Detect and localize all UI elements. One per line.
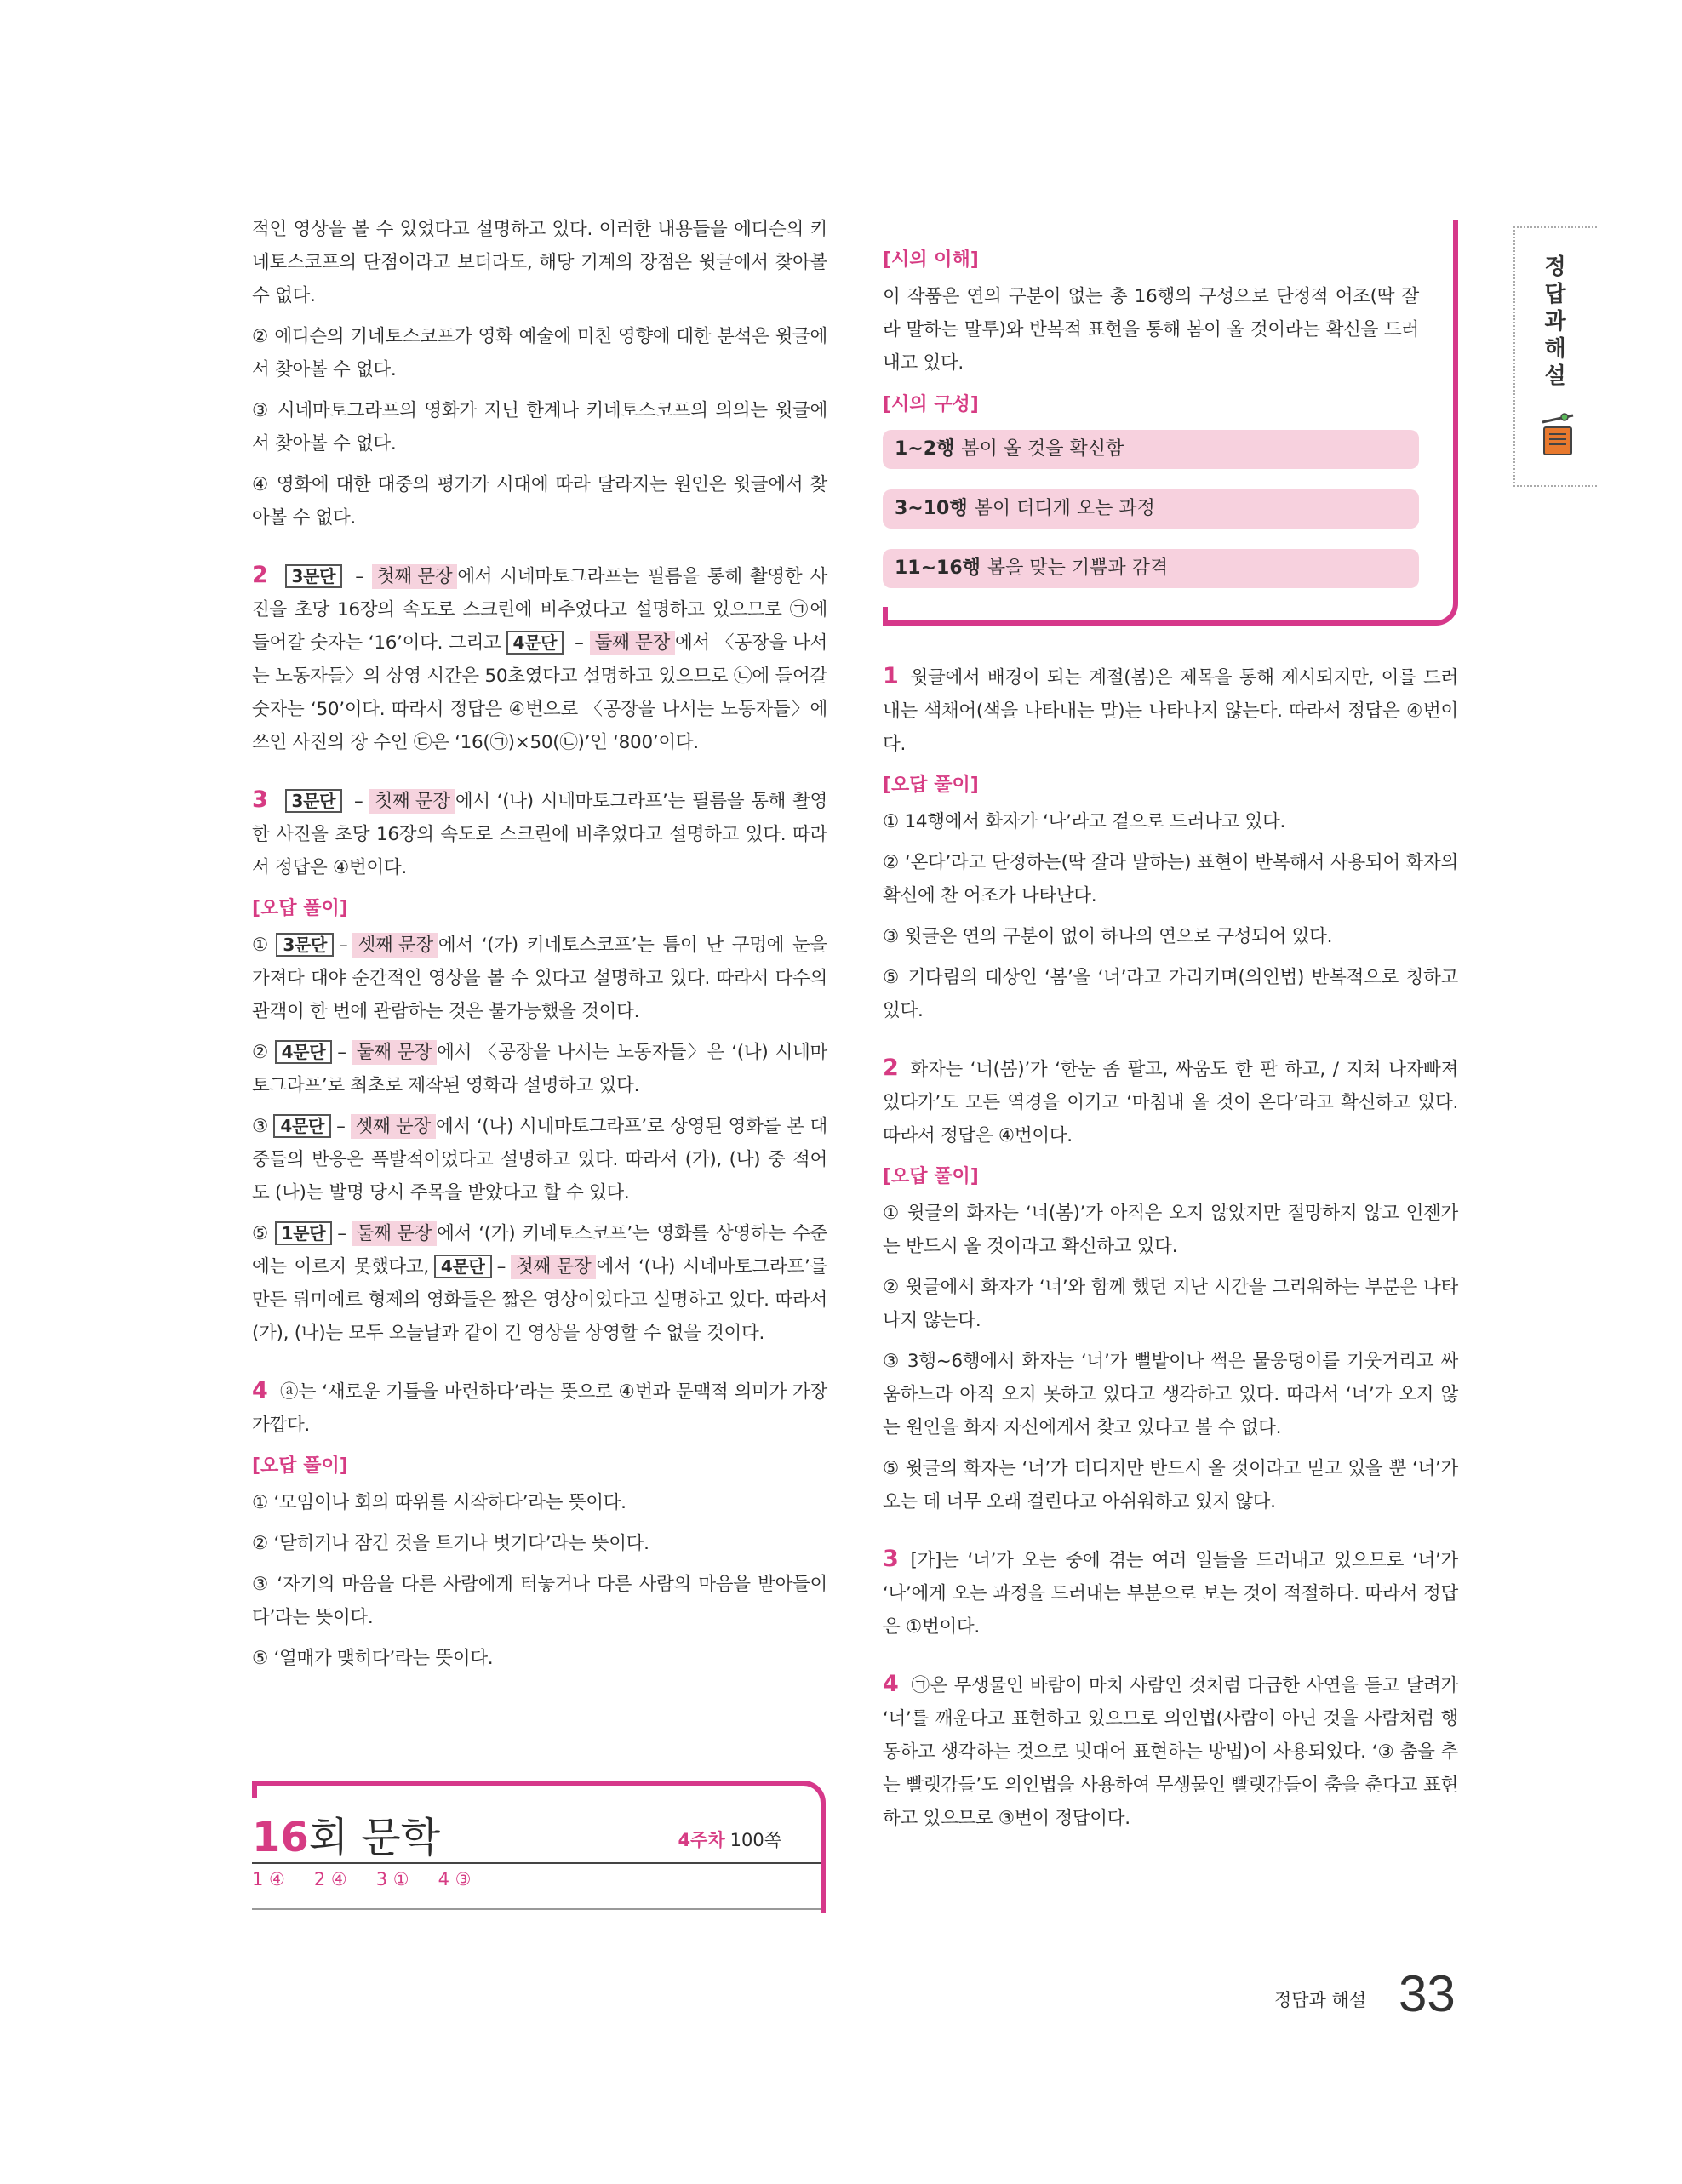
book-icon [1539, 410, 1576, 461]
question-2-text [252, 558, 827, 759]
right-column [883, 220, 1458, 1843]
sentence-tag: 셋째 문장 [351, 1114, 436, 1139]
wrong-answer-item: ⑤ 기다림의 대상인 ‘봄’을 ‘너’라고 가리키며(의인법) 반복적으로 칭하고 있다. [883, 967, 1458, 1021]
side-tab-label: 정답과해설 [1544, 254, 1566, 389]
question-number: 4 [252, 1377, 268, 1404]
paragraph-tag: 3문단 [285, 564, 343, 588]
explanation-text: 에서 〈공장을 나서는 노동자들〉의 상영 시간은 50초였다고 설명하고 있으므로 ㉡에 들어갈 숫자는 ‘50’이다. 따라서 정답은 ④번으로 〈공장을 나서는 노동자들〉에 쓰인 사진의 장 수인 ㉢은 ‘16(㉠)×50(㉡)’인 ‘800’이다. [252, 632, 827, 753]
wrong-answer-item: ② 4문단 – 둘째 문장 에서 〈공장을 나서는 노동자들〉은 ‘(나) 시네마토그라프’로 최초로 제작된 영화라 설명하고 있다. [252, 1042, 827, 1096]
wrong-answer-label: [오답 풀이] [252, 898, 348, 919]
sentence-tag: 둘째 문장 [590, 631, 675, 655]
question-3-explanation [252, 783, 827, 1350]
section-side-tab [1513, 226, 1597, 487]
question-3-explanation [883, 1542, 1458, 1644]
answer-item: 3 ① [375, 1869, 409, 1890]
sentence-tag: 둘째 문장 [352, 1221, 437, 1246]
paragraph-tag: 3문단 [276, 933, 334, 957]
intro-item-2: ② 에디슨의 키네토스코프가 영화 예술에 미친 영향에 대한 분석은 윗글에서 찾아볼 수 없다. [252, 326, 827, 380]
wrong-answer-item: ② 윗글에서 화자가 ‘너’와 함께 했던 지난 시간을 그리워하는 부분은 나타나지 않는다. [883, 1277, 1458, 1331]
explanation-text: [가]는 ‘너’가 오는 중에 겪는 여러 일들을 드러내고 있으므로 ‘너’가 ‘나’에게 오는 과정을 드러내는 부분으로 보는 것이 적절하다. 따라서 정답은 ①번이다. [883, 1550, 1458, 1638]
question-number: 3 [883, 1546, 899, 1572]
wrong-answer-label: [오답 풀이] [883, 1166, 979, 1187]
wrong-answer-label: [오답 풀이] [883, 775, 979, 796]
item-marker: ② [252, 1042, 270, 1063]
question-number: 3 [252, 786, 268, 813]
question-4-text [883, 1667, 1458, 1835]
question-2-explanation [883, 1051, 1458, 1518]
question-1-text [883, 660, 1458, 761]
question-4-text [252, 1374, 827, 1442]
sentence-tag: 첫째 문장 [369, 789, 455, 814]
structure-lines: 1~2행 [895, 438, 955, 460]
sentence-tag: 첫째 문장 [372, 564, 457, 589]
left-column [252, 213, 827, 1683]
wrong-answer-item: ⑤ 윗글의 화자는 ‘너’가 더디지만 반드시 올 것이라고 믿고 있을 뿐 ‘너’가 오는 데 너무 오래 걸린다고 아쉬워하고 있지 않다. [883, 1458, 1458, 1512]
answer-item: 2 ④ [313, 1869, 347, 1890]
item-text: 에서 ‘(가) 키네토스코프’는 틈이 난 구멍에 눈을 가져다 대야 순간적인 영상을 볼 수 있다고 설명하고 있다. 따라서 다수의 관객이 한 번에 관람하는 것은 불가능했을 것이다. [252, 935, 827, 1022]
paragraph-tag: 1문단 [275, 1221, 333, 1245]
intro-item-3: ③ 시네마토그라프의 영화가 지닌 한계나 키네토스코프의 의의는 윗글에서 찾아볼 수 없다. [252, 400, 827, 455]
answer-item: 4 ③ [438, 1869, 472, 1890]
wrong-answer-item: ⑤ 1문단 – 둘째 문장 에서 ‘(가) 키네토스코프’는 영화를 상영하는 수준에는 이르지 못했다고, 4문단 – 첫째 문장 에서 ‘(나) 시네마토그라프’를 만든 뤼미에르 형제의 영화들은 짧은 영상이었다고 설명하고 있다. 따라서 (가), (나)는 모두 오늘날과 같이 긴 영상을 상영할 수 없을 것이다. [252, 1223, 827, 1344]
lesson-number: 16 [252, 1814, 309, 1861]
wrong-answer-item: ① 윗글의 화자는 ‘너(봄)’가 아직은 오지 않았지만 절망하지 않고 언젠가는 반드시 올 것이라고 확신하고 있다. [883, 1203, 1458, 1257]
poem-understanding-text: 이 작품은 연의 구분이 없는 총 16행의 구성으로 단정적 어조(딱 잘라 말하는 말투)와 반복적 표현을 통해 봄이 올 것이라는 확신을 드러내고 있다. [883, 286, 1419, 374]
paragraph-tag: 3문단 [285, 789, 343, 813]
question-number: 1 [883, 663, 899, 689]
divider [252, 1862, 821, 1864]
sentence-tag: 첫째 문장 [511, 1255, 596, 1279]
structure-item [883, 549, 1419, 588]
item-marker: ③ [252, 1116, 269, 1137]
explanation-text: 에서 ‘(나) 시네마토그라프’는 필름을 통해 촬영한 사진을 초당 16장의 속도로 스크린에 비추었다고 설명하고 있다. 따라서 정답은 ④번이다. [252, 791, 827, 878]
wrong-answer-item: ③ ‘자기의 마음을 다른 사람에게 터놓거나 다른 사람의 마음을 받아들이다’라는 뜻이다. [252, 1574, 827, 1628]
question-number: 4 [883, 1671, 899, 1697]
footer-label: 정답과 해설 [1274, 1990, 1367, 2010]
item-marker: ① [252, 935, 272, 956]
paragraph-tag: 4문단 [434, 1255, 492, 1278]
answer-key-box [252, 1781, 826, 1913]
question-2-explanation [252, 558, 827, 759]
explanation-text: 윗글에서 배경이 되는 계절(봄)은 제목을 통해 제시되지만, 이를 드러내는 색채어(색을 나타내는 말)는 나타나지 않는다. 따라서 정답은 ④번이다. [883, 667, 1458, 755]
item-text: 에서 〈공장을 나서는 노동자들〉은 ‘(나) 시네마토그라프’로 최초로 제작된 영화라 설명하고 있다. [252, 1042, 827, 1096]
wrong-answer-item: ⑤ ‘열매가 맺히다’라는 뜻이다. [252, 1648, 494, 1669]
page-label: 100쪽 [729, 1830, 781, 1850]
wrong-answer-item: ② ‘닫히거나 잠긴 것을 트거나 벗기다’라는 뜻이다. [252, 1533, 649, 1554]
dash: – [347, 566, 372, 587]
wrong-answer-label: [오답 풀이] [252, 1455, 348, 1477]
structure-item [883, 489, 1419, 529]
page-reference [678, 1827, 781, 1852]
structure-lines: 11~16행 [895, 557, 981, 579]
wrong-answer-item: ① 3문단 – 셋째 문장 에서 ‘(가) 키네토스코프’는 틈이 난 구멍에 눈을 가져다 대야 순간적인 영상을 볼 수 있다고 설명하고 있다. 따라서 다수의 관객이 한 번에 관람하는 것은 불가능했을 것이다. [252, 935, 827, 1022]
lesson-title: 회 문학 [308, 1814, 441, 1861]
question-1-explanation [883, 660, 1458, 1027]
question-4-explanation [883, 1667, 1458, 1835]
dash: – [569, 632, 590, 654]
page-number: 33 [1399, 1965, 1456, 2022]
answer-item: 1 ④ [252, 1869, 285, 1890]
sentence-tag: 둘째 문장 [352, 1040, 437, 1065]
explanation-text: 화자는 ‘너(봄)’가 ‘한눈 좀 팔고, 싸움도 한 판 하고, / 지쳐 나자빠져 있다가’도 모든 역경을 이기고 ‘마침내 올 것이 온다’라고 확신하고 있다. 따라서 정답은 ④번이다. [883, 1059, 1458, 1146]
question-number: 2 [252, 562, 268, 588]
item-text: 에서 ‘(나) 시네마토그라프’를 만든 뤼미에르 형제의 영화들은 짧은 영상이었다고 설명하고 있다. 따라서 (가), (나)는 모두 오늘날과 같이 긴 영상을 상영할 수 없을 것이다. [252, 1256, 827, 1344]
poem-structure-label: [시의 구성] [883, 394, 979, 415]
week-label: 4주차 [678, 1830, 725, 1850]
intro-item-4: ④ 영화에 대한 대중의 평가가 시대에 따라 달라지는 원인은 윗글에서 찾아볼 수 없다. [252, 474, 827, 529]
structure-lines: 3~10행 [895, 498, 968, 519]
wrong-answer-item: ① ‘모임이나 회의 따위를 시작하다’라는 뜻이다. [252, 1492, 626, 1513]
wrong-answer-item: ③ 4문단 – 셋째 문장 에서 ‘(나) 시네마토그라프’로 상영된 영화를 본 대중들의 반응은 폭발적이었다고 설명하고 있다. 따라서 (가), (나) 중 적어도 (나)는 발명 당시 주목을 받았다고 할 수 있다. [252, 1116, 827, 1203]
structure-desc: 봄이 올 것을 확신함 [961, 438, 1124, 460]
structure-desc: 봄이 더디게 오는 과정 [974, 498, 1155, 519]
question-3-text [883, 1542, 1458, 1644]
item-marker: ⑤ [252, 1223, 270, 1244]
explanation-text: ㉠은 무생물인 바람이 마치 사람인 것처럼 다급한 사연을 듣고 달려가 ‘너’를 깨운다고 표현하고 있으므로 의인법(사람이 아닌 것을 사람처럼 행동하고 생각하는 것으로 빗대어 표현하는 방법)이 사용되었다. ‘③ 춤을 추는 빨랫감들’도 의인법을 사용하여 무생물인 빨랫감들이 춤을 춘다고 표현하고 있으므로 ③번이 정답이다. [883, 1675, 1458, 1829]
intro-text: 적인 영상을 볼 수 있었다고 설명하고 있다. 이러한 내용들을 에디슨의 키네토스코프의 단점이라고 보더라도, 해당 기계의 장점은 윗글에서 찾아볼 수 없다. [252, 219, 827, 306]
wrong-answer-item: ① 14행에서 화자가 ‘나’라고 겉으로 드러나고 있다. [883, 811, 1285, 832]
answer-list [252, 1869, 501, 1890]
question-4-explanation [252, 1374, 827, 1675]
item-text: 에서 ‘(나) 시네마토그라프’로 상영된 영화를 본 대중들의 반응은 폭발적이었다고 설명하고 있다. 따라서 (가), (나) 중 적어도 (나)는 발명 당시 주목을 받았다고 할 수 있다. [252, 1116, 827, 1203]
item-text: 에서 ‘(가) 키네토스코프’는 영화를 상영하는 수준에는 이르지 못했다고, [252, 1223, 827, 1278]
answer-key-title [252, 1804, 440, 1863]
poem-understanding-label: [시의 이해] [883, 249, 979, 271]
question-3-text [252, 783, 827, 884]
question-number: 2 [883, 1055, 899, 1081]
structure-desc: 봄을 맞는 기쁨과 감격 [987, 557, 1169, 579]
structure-item [883, 430, 1419, 469]
explanation-text: ⓐ는 ‘새로운 기틀을 마련하다’라는 뜻으로 ④번과 문맥적 의미가 가장 가깝다. [252, 1381, 827, 1436]
question-2-text [883, 1051, 1458, 1152]
dash: – [347, 791, 370, 812]
sentence-tag: 셋째 문장 [352, 933, 438, 958]
wrong-answer-item: ③ 3행~6행에서 화자는 ‘너’가 뻘밭이나 썩은 물웅덩이를 기웃거리고 싸움하느라 아직 오지 못하고 있다고 생각하고 있다. 따라서 ‘너’가 오지 않는 원인을 화자 자신에게서 찾고 있다고 볼 수 없다. [883, 1351, 1458, 1438]
poem-summary-box [883, 220, 1458, 626]
paragraph-tag: 4문단 [273, 1114, 331, 1138]
divider [252, 1908, 821, 1910]
explanation-text: 에서 시네마토그라프는 필름을 통해 촬영한 사진을 초당 16장의 속도로 스크린에 비추었다고 설명하고 있으므로 ㉠에 들어갈 숫자는 ‘16’이다. 그리고 [252, 566, 827, 654]
wrong-answer-item: ③ 윗글은 연의 구분이 없이 하나의 연으로 구성되어 있다. [883, 926, 1333, 947]
wrong-answer-item: ② ‘온다’라고 단정하는(딱 잘라 말하는) 표현이 반복해서 사용되어 화자의 확신에 찬 어조가 나타난다. [883, 852, 1458, 906]
paragraph-tag: 4문단 [275, 1040, 333, 1064]
paragraph-tag: 4문단 [506, 631, 564, 655]
